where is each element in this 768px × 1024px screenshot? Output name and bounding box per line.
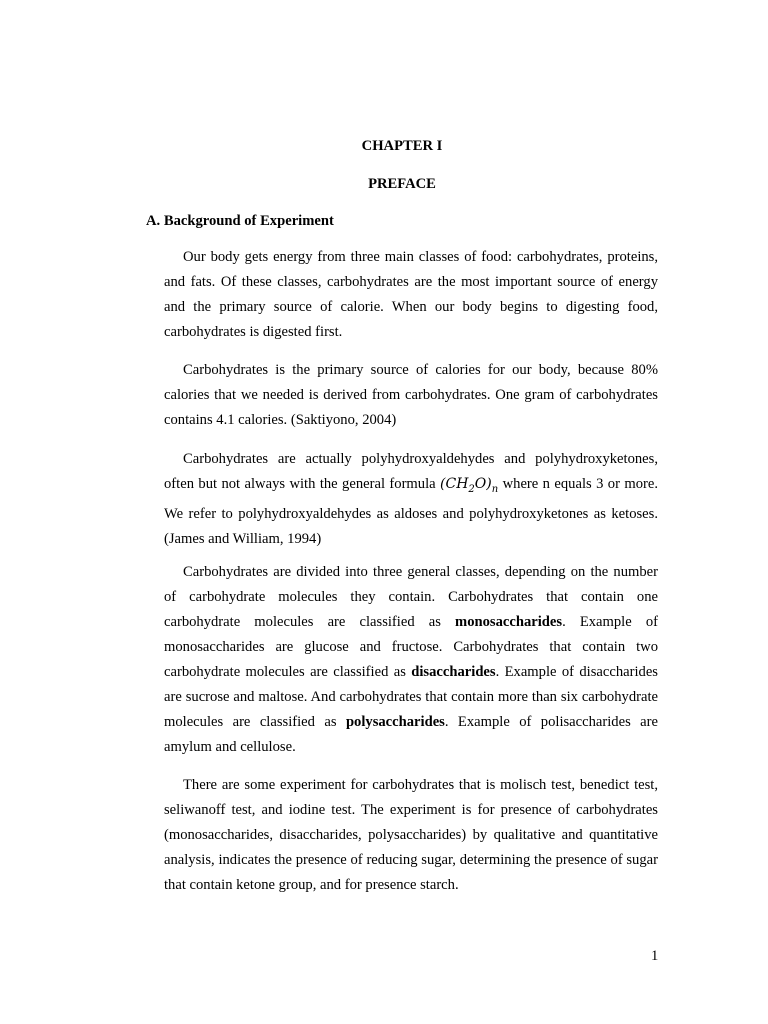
- term-monosaccharides: monosaccharides: [455, 614, 563, 630]
- term-disaccharides: disaccharides: [411, 664, 496, 680]
- term-polysaccharides: polysaccharides: [345, 714, 445, 730]
- general-formula: [440, 476, 499, 495]
- paragraph-classes-text-3: . Example of disaccharides are sucrose and maltose. And carbohydrates that contain more than six carbohydrate molecules are classified as: [164, 664, 658, 730]
- paragraph-definition-text-2: where n equals 3 or more. We refer to polyhydroxyaldehydes as aldoses and polyhydroxyketones as ketoses. (James and William, 1994): [164, 476, 658, 547]
- chapter-title: CHAPTER I: [361, 138, 443, 154]
- paragraph-definition: [164, 447, 658, 552]
- section-heading: A. Background of Experiment: [146, 213, 334, 229]
- paragraph-classes-text-4: . Example of polisaccharides are amylum and cellulose.: [164, 714, 658, 755]
- formula-subscript-2: 2: [468, 483, 475, 495]
- formula-part-1: (CH: [440, 476, 469, 492]
- paragraph-experiments: There are some experiment for carbohydrates that is molisch test, benedict test, seliwanoff test, and iodine test. The experiment is for presence of carbohydrates (monosaccharides, disaccharides, polysaccharides) by qualitative and quantitative analysis, indicates the presence of reducing sugar, determining the presence of sugar that contain ketone group, and for presence starch.: [164, 777, 658, 893]
- paragraph-classes-text-1: Carbohydrates are divided into three general classes, depending on the number of carbohydrate molecules they contain. Carbohydrates that contain one carbohydrate molecules are classified as: [164, 564, 658, 630]
- paragraph-classes-text-2: . Example of monosaccharides are glucose and fructose. Carbohydrates that contain two carbohydrate molecules are classified as: [164, 614, 658, 680]
- page-number: 1: [651, 948, 659, 964]
- formula-part-2: O): [474, 476, 492, 492]
- paragraph-classes: [164, 560, 658, 760]
- formula-subscript-n: n: [491, 483, 499, 495]
- paragraph-energy-sources: Our body gets energy from three main classes of food: carbohydrates, proteins, and fats. Of these classes, carbohydrates are the most important source of energy and the primary source of calorie. When our body begins to digesting food, carbohydrates is digested first.: [164, 249, 658, 340]
- paragraph-definition-text-1: Carbohydrates are actually polyhydroxyaldehydes and polyhydroxyketones, often but not always with the general formula: [164, 451, 658, 492]
- page-heading: PREFACE: [368, 176, 436, 192]
- paragraph-calories: Carbohydrates is the primary source of calories for our body, because 80% calories that we needed is derived from carbohydrates. One gram of carbohydrates contains 4.1 calories. (Saktiyono, 2004): [164, 362, 658, 428]
